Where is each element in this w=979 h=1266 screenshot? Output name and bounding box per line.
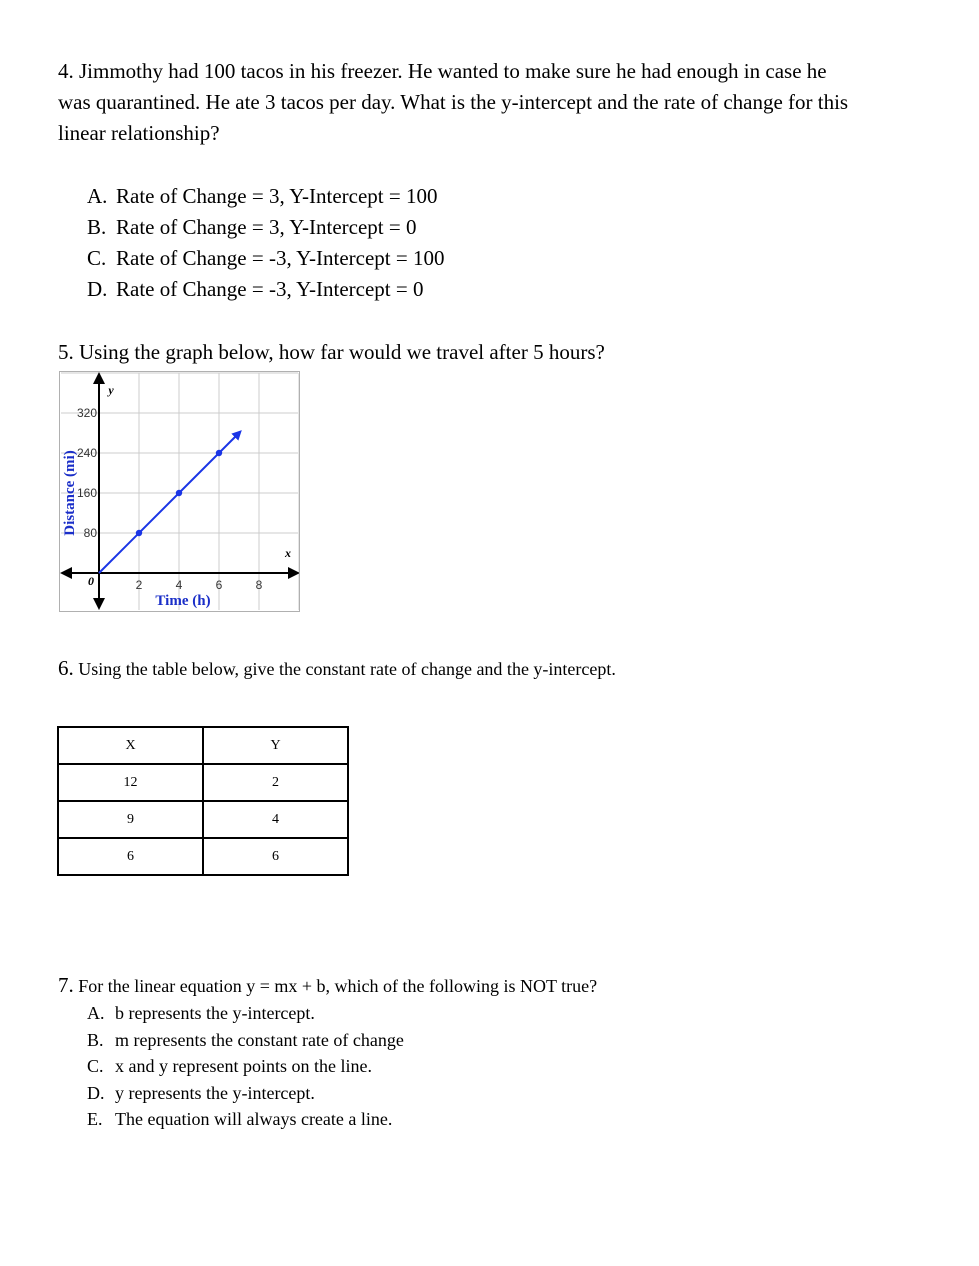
- origin-label: 0: [88, 574, 94, 588]
- y-tick-label: 320: [76, 406, 97, 420]
- y-tick-label: 80: [83, 526, 97, 540]
- x-axis-arrow-left: [60, 567, 72, 579]
- x-tick-label: 2: [135, 578, 143, 592]
- question-4-line-2: was quarantined. He ate 3 tacos per day. What is the y-intercept and the rate of change for this: [58, 90, 849, 114]
- question-7: [58, 972, 597, 999]
- option-b[interactable]: B. m represents the constant rate of change: [87, 1029, 404, 1050]
- question-4-number: 4.: [58, 59, 74, 83]
- question-6-text: Using the table below, give the constant rate of change and the y-intercept.: [78, 659, 616, 679]
- data-point: [136, 530, 142, 536]
- question-7-text: For the linear equation y = mx + b, which of the following is NOT true?: [78, 976, 598, 996]
- option-c[interactable]: C. Rate of Change = -3, Y-Intercept = 100: [87, 246, 445, 270]
- x-axis-arrow-right: [288, 567, 299, 579]
- question-5-text: Using the graph below, how far would we travel after 5 hours?: [79, 340, 605, 364]
- question-4: [58, 56, 938, 149]
- data-point: [216, 450, 222, 456]
- table-cell: 9: [58, 801, 203, 838]
- x-tick-label: 4: [175, 578, 183, 592]
- table-header-row: [58, 727, 348, 764]
- table-row: [58, 838, 348, 875]
- distance-time-graph: [59, 371, 300, 612]
- table-header-x: X: [58, 727, 203, 764]
- x-tick-label: 8: [255, 578, 263, 592]
- graph-svg: [60, 372, 299, 611]
- y-tick-label: 160: [76, 486, 97, 500]
- x-axis-title: Time (h): [155, 593, 211, 609]
- table-cell: 4: [203, 801, 348, 838]
- table-cell: 6: [58, 838, 203, 875]
- option-d[interactable]: D. y represents the y-intercept.: [87, 1082, 315, 1103]
- question-7-options: [87, 1000, 404, 1133]
- question-5-number: 5.: [58, 340, 74, 364]
- x-tick-label: 6: [215, 578, 223, 592]
- option-c[interactable]: C. x and y represent points on the line.: [87, 1056, 372, 1076]
- table-cell: 6: [203, 838, 348, 875]
- option-a[interactable]: A. b represents the y-intercept.: [87, 1003, 315, 1023]
- table-cell: 12: [58, 764, 203, 801]
- y-axis-title: Distance (mi): [62, 450, 78, 536]
- x-variable-label: x: [285, 546, 291, 560]
- table-row: [58, 764, 348, 801]
- question-7-number: 7.: [58, 973, 74, 997]
- xy-table: [57, 726, 349, 876]
- option-e[interactable]: E. The equation will always create a line.: [87, 1109, 393, 1129]
- table-cell: 2: [203, 764, 348, 801]
- option-a[interactable]: A. Rate of Change = 3, Y-Intercept = 100: [87, 184, 438, 208]
- series-line: [99, 433, 239, 573]
- question-6-number: 6.: [58, 656, 74, 680]
- y-axis-arrow-up: [93, 372, 105, 384]
- option-b[interactable]: B. Rate of Change = 3, Y-Intercept = 0: [87, 215, 417, 239]
- question-4-options: [87, 181, 444, 305]
- question-5: [58, 337, 605, 368]
- y-tick-label: 240: [76, 446, 97, 460]
- y-variable-label: y: [108, 383, 114, 397]
- y-axis-arrow-down: [93, 598, 105, 610]
- option-d[interactable]: D. Rate of Change = -3, Y-Intercept = 0: [87, 277, 424, 301]
- xy-table-container: [57, 726, 349, 876]
- table-header-y: Y: [203, 727, 348, 764]
- question-4-line-1: 4. Jimmothy had 100 tacos in his freezer. He wanted to make sure he had enough in case he: [58, 59, 827, 83]
- question-4-line-3: linear relationship?: [58, 121, 220, 145]
- table-row: [58, 801, 348, 838]
- data-point: [176, 490, 182, 496]
- question-6: [58, 655, 616, 682]
